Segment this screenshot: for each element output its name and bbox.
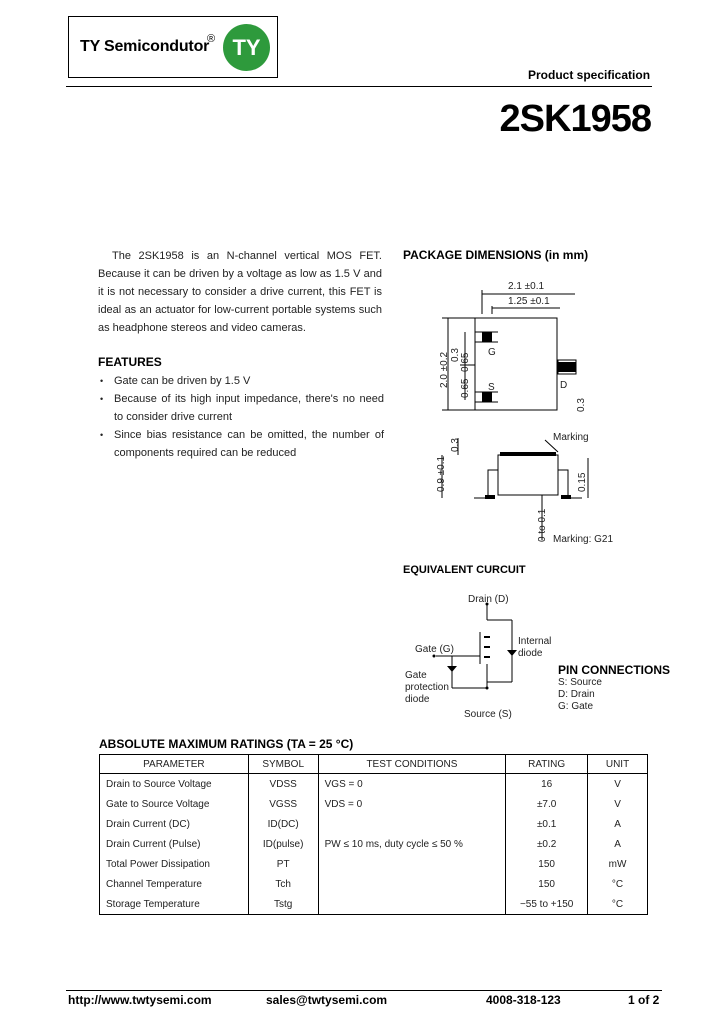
lead-foot-left xyxy=(485,495,495,499)
cell-rating: ±0.1 xyxy=(506,814,588,834)
cell-symbol: VGSS xyxy=(248,794,318,814)
cell-rating: 150 xyxy=(506,854,588,874)
cell-unit: A xyxy=(588,834,648,854)
internal-diode-symbol xyxy=(507,650,517,656)
list-item: • Since bias resistance can be omitted, the number of components required can be reduced xyxy=(98,426,384,462)
cell-unit: °C xyxy=(588,894,648,915)
table-header-row xyxy=(100,755,648,774)
package-drawing xyxy=(400,270,650,550)
table-row xyxy=(100,794,648,814)
fet-channel xyxy=(484,656,490,658)
cell-unit: A xyxy=(588,814,648,834)
cell-symbol: ID(pulse) xyxy=(248,834,318,854)
cell-conditions xyxy=(318,854,506,874)
equivalent-circuit xyxy=(400,592,560,722)
header-rule xyxy=(66,86,652,87)
list-item: • Gate can be driven by 1.5 V xyxy=(98,372,384,390)
footer-rule xyxy=(66,990,662,991)
cell-parameter: Drain to Source Voltage xyxy=(100,774,249,795)
cell-rating: 16 xyxy=(506,774,588,795)
col-conditions: TEST CONDITIONS xyxy=(318,755,506,774)
col-rating: RATING xyxy=(506,755,588,774)
list-item: • Because of its high input impedance, there's no need to consider drive current xyxy=(98,390,384,426)
part-number: 2SK1958 xyxy=(499,98,651,140)
pin-connections-list xyxy=(558,677,602,713)
pin-d-label: D xyxy=(560,380,568,391)
gate-protect-label-1: Gate xyxy=(405,670,427,681)
dim-pad: 0.3 xyxy=(576,398,587,412)
intro-paragraph xyxy=(98,247,382,337)
cell-unit: V xyxy=(588,794,648,814)
cell-rating: −55 to +150 xyxy=(506,894,588,915)
dim-p2: 0.65 xyxy=(460,378,471,398)
cell-parameter: Gate to Source Voltage xyxy=(100,794,249,814)
company-name: TY Semicondutor xyxy=(80,38,210,55)
package-heading: PACKAGE DIMENSIONS (in mm) xyxy=(403,248,589,262)
col-unit: UNIT xyxy=(588,755,648,774)
cell-rating: 150 xyxy=(506,874,588,894)
lead-left xyxy=(474,470,498,498)
lead-foot-right xyxy=(561,495,571,499)
cell-parameter: Channel Temperature xyxy=(100,874,249,894)
internal-diode-label-2: diode xyxy=(518,648,543,659)
cell-unit: V xyxy=(588,774,648,795)
cell-rating: ±7.0 xyxy=(506,794,588,814)
col-parameter: PARAMETER xyxy=(100,755,249,774)
pad-d-fill xyxy=(558,362,576,372)
cell-parameter: Drain Current (DC) xyxy=(100,814,249,834)
dim-w1: 2.1 ±0.1 xyxy=(508,281,545,292)
cell-conditions: VGS = 0 xyxy=(318,774,506,795)
cell-symbol: Tstg xyxy=(248,894,318,915)
drain-label: Drain (D) xyxy=(468,594,509,605)
cell-symbol: Tch xyxy=(248,874,318,894)
fet-channel xyxy=(484,636,490,638)
footer-email-link[interactable]: sales@twtysemi.com xyxy=(266,993,388,1007)
protect-diode-symbol xyxy=(447,666,457,672)
pad-s xyxy=(482,392,492,402)
pin-g-label: G xyxy=(488,347,496,358)
dim-side-h: 0.9 ±0.1 xyxy=(436,455,447,492)
source-label: Source (S) xyxy=(464,709,512,720)
cell-rating: ±0.2 xyxy=(506,834,588,854)
cell-conditions xyxy=(318,894,506,915)
gate-protect-label-3: diode xyxy=(405,694,430,705)
dim-side-t: 0.3 xyxy=(450,438,461,452)
cell-conditions: PW ≤ 10 ms, duty cycle ≤ 50 % xyxy=(318,834,506,854)
gate-protect-label-2: protection xyxy=(405,682,449,693)
pad-g xyxy=(482,332,492,342)
cell-unit: mW xyxy=(588,854,648,874)
cell-symbol: PT xyxy=(248,854,318,874)
table-row xyxy=(100,834,648,854)
pin-g: G: Gate xyxy=(558,701,594,712)
dim-d1: 0.3 xyxy=(450,348,461,362)
circuit-heading: EQUIVALENT CURCUIT xyxy=(403,564,526,576)
table-row xyxy=(100,854,648,874)
ratings-table xyxy=(99,754,648,915)
dim-lead-t: 0.15 xyxy=(577,472,588,492)
table-row xyxy=(100,774,648,795)
dim-stand: 0 to 0.1 xyxy=(537,508,548,542)
company-logo: TY xyxy=(223,24,270,71)
package-body-side xyxy=(498,455,558,495)
cell-parameter: Storage Temperature xyxy=(100,894,249,915)
features-heading: FEATURES xyxy=(98,355,162,369)
cell-symbol: VDSS xyxy=(248,774,318,795)
source-node xyxy=(486,687,489,690)
pin-connections-heading: PIN CONNECTIONS xyxy=(558,663,671,677)
pin-s-label: S xyxy=(488,382,495,393)
dim-p1: 0.65 xyxy=(460,352,471,372)
doc-type: Product specification xyxy=(528,68,651,82)
footer-phone: 4008-318-123 xyxy=(486,993,561,1007)
dim-w2: 1.25 ±0.1 xyxy=(508,296,550,307)
internal-diode-label-1: Internal xyxy=(518,636,552,647)
gate-label: Gate (G) xyxy=(415,644,454,655)
cell-conditions xyxy=(318,874,506,894)
pin-d: D: Drain xyxy=(558,689,595,700)
table-row xyxy=(100,894,648,915)
registered-mark: ® xyxy=(207,33,216,45)
fet-channel xyxy=(484,646,490,648)
pin-s: S: Source xyxy=(558,677,602,688)
table-row xyxy=(100,874,648,894)
page-number: 1 of 2 xyxy=(628,993,660,1007)
cell-conditions: VDS = 0 xyxy=(318,794,506,814)
cell-conditions xyxy=(318,814,506,834)
ratings-heading: ABSOLUTE MAXIMUM RATINGS (TA = 25 °C) xyxy=(99,737,354,751)
marking-top xyxy=(500,452,556,456)
marking-label: Marking xyxy=(553,432,589,443)
cell-parameter: Total Power Dissipation xyxy=(100,854,249,874)
footer-website-link[interactable]: http://www.twtysemi.com xyxy=(68,993,212,1007)
cell-parameter: Drain Current (Pulse) xyxy=(100,834,249,854)
cell-symbol: ID(DC) xyxy=(248,814,318,834)
col-symbol: SYMBOL xyxy=(248,755,318,774)
table-row xyxy=(100,814,648,834)
dim-h1: 2.0 ±0.2 xyxy=(439,351,450,388)
cell-unit: °C xyxy=(588,874,648,894)
intro-text: The 2SK1958 is an N-channel vertical MOS FET. Because it can be driven by a voltage as low as 1.5 V and it is not necessary to consider a drive current, this FET is ideal as an actuator for low-current portable systems such as headphone stereos and video cameras. xyxy=(98,250,382,334)
features-list xyxy=(98,372,384,462)
marking-code: Marking: G21 xyxy=(553,534,614,545)
